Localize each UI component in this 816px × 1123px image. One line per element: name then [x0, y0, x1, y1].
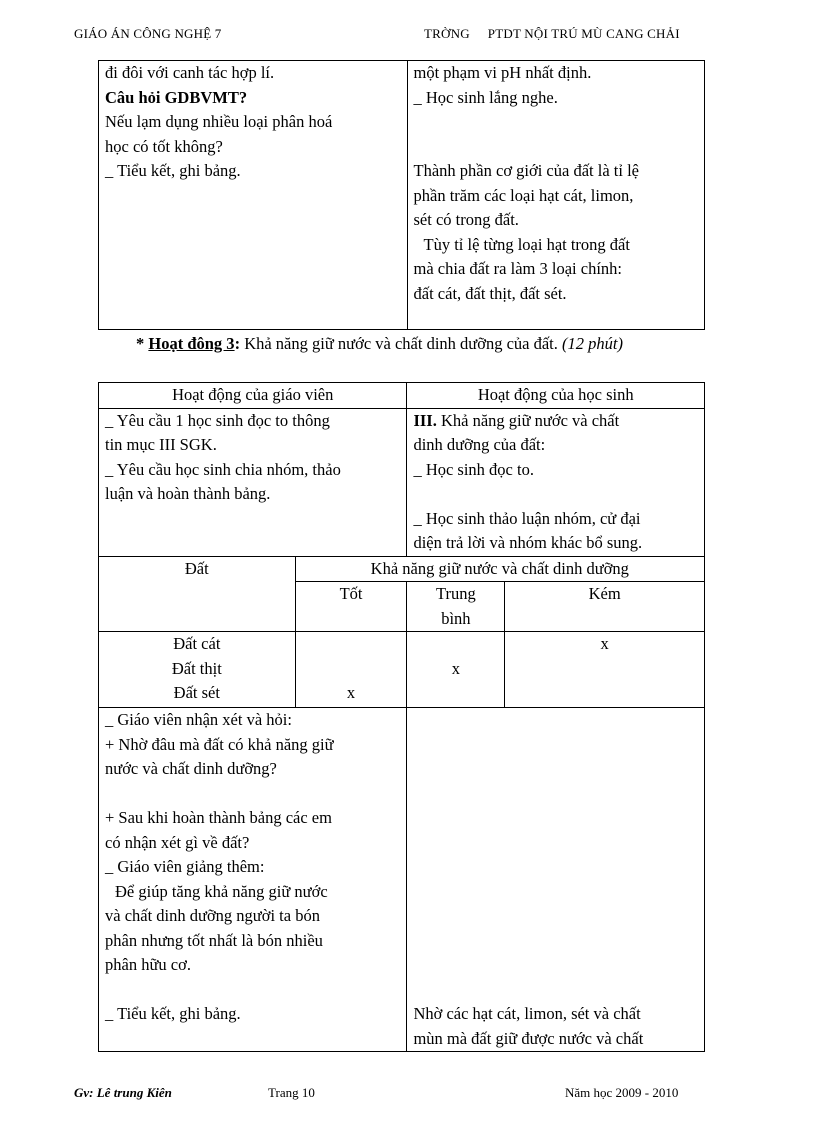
footer-school-year: Năm học 2009 - 2010 — [565, 1085, 679, 1100]
soil-header-cell: Đất — [99, 556, 296, 632]
text-line: _ Yêu cầu học sinh chia nhóm, thảo — [105, 459, 341, 479]
capacity-header-cell: Khả năng giữ nước và chất dinh dưỡng — [295, 556, 704, 582]
student-column-cell — [407, 708, 705, 1052]
text-line: _ Tiểu kết, ghi bảng. — [105, 1004, 241, 1023]
text-line: phân hữu cơ. — [105, 955, 191, 974]
average-marks-cell — [407, 632, 505, 708]
soil-loam: Đất thịt — [171, 658, 222, 678]
soil-sand: Đất cát — [173, 634, 221, 653]
good-header-cell: Tốt — [295, 582, 407, 632]
teacher-column-cell — [99, 408, 407, 556]
table-activity-2-continued — [98, 60, 705, 330]
text-line: _ Học sinh đọc to. — [413, 459, 534, 479]
teacher-column-cell — [99, 708, 407, 1052]
student-column-header: Hoạt động của học sinh — [407, 383, 705, 409]
text-line: phân nhưng tốt nhất là bón nhiều — [105, 930, 323, 950]
text-line: diện trả lời và nhóm khác bổ sung. — [413, 533, 643, 552]
header-school-a: TRỜNG — [424, 26, 470, 41]
average-header-cell — [407, 582, 505, 632]
mark-loam-average: x — [451, 658, 460, 678]
text-line: _ Học sinh thảo luận nhóm, cử đại — [413, 508, 641, 528]
text-line: _ Giáo viên nhận xét và hỏi: — [105, 710, 292, 729]
text-line: dinh dưỡng của đất: — [413, 435, 546, 454]
text-line: học có tốt không? — [105, 136, 223, 156]
text-line: _ Giáo viên giảng thêm: — [105, 857, 265, 876]
text-line: đi đôi với canh tác hợp lí. — [105, 63, 275, 82]
poor-marks-cell — [505, 632, 705, 708]
teacher-column-header: Hoạt động của giáo viên — [99, 383, 407, 409]
mark-sand-poor: x — [600, 634, 609, 653]
activity-3-heading: * Hoạt đông 3: Khả năng giữ nước và chất dinh dưỡng của đất. (12 phút) — [136, 334, 623, 353]
header-subject: GIÁO ÁN CÔNG NGHỆ 7 — [74, 26, 222, 41]
text-line: + Sau khi hoàn thành bảng các em — [105, 808, 332, 827]
text-line: _ Học sinh lắng nghe. — [413, 87, 558, 107]
footer-page-number: Trang 10 — [268, 1085, 315, 1100]
text-line: luận và hoàn thành bảng. — [105, 484, 271, 503]
footer-author: Gv: Lê trung Kiên — [74, 1085, 172, 1100]
text-line: Nếu lạm dụng nhiều loại phân hoá — [105, 112, 333, 131]
table-activity-3 — [98, 382, 705, 1052]
text-line: tin mục III SGK. — [105, 435, 217, 454]
soil-clay: Đất sét — [173, 683, 220, 702]
good-marks-cell — [295, 632, 407, 708]
header-school — [424, 26, 680, 42]
header-school-b: PTDT NỘI TRÚ MÙ CANG CHẢI — [487, 26, 680, 41]
text-line: Để giúp tăng khả năng giữ nước — [115, 881, 328, 901]
student-column-cell — [407, 408, 705, 556]
poor-header-cell: Kém — [505, 582, 705, 632]
text-line: có nhận xét gì về đất? — [105, 832, 250, 852]
soil-names-cell — [99, 632, 296, 708]
text-line: mùn mà đất giữ được nước và chất — [413, 1028, 644, 1048]
text-line: phần trăm các loại hạt cát, limon, — [413, 185, 634, 205]
text-line: đất cát, đất thịt, đất sét. — [413, 283, 567, 303]
text-line: _ Yêu cầu 1 học sinh đọc to thông — [105, 410, 330, 430]
text-line: Tùy tỉ lệ từng loại hạt trong đất — [423, 234, 630, 254]
text-line: một phạm vi pH nhất định. — [413, 63, 592, 82]
text-line: Thành phần cơ giới của đất là tỉ lệ — [413, 161, 639, 180]
average-header-line-2: bình — [441, 608, 471, 628]
student-column-cell — [407, 61, 704, 330]
text-line: và chất dinh dưỡng người ta bón — [105, 906, 320, 925]
text-line: nước và chất dinh dưỡng? — [105, 759, 277, 778]
text-line: sét có trong đất. — [413, 210, 519, 229]
text-line: mà chia đất ra làm 3 loại chính: — [413, 259, 622, 278]
gdbvmt-question-label: Câu hỏi GDBVMT? — [105, 87, 248, 107]
text-line: _ Tiểu kết, ghi bảng. — [105, 161, 241, 180]
section-heading: III. Khả năng giữ nước và chất — [413, 410, 620, 430]
average-header-line-1: Trung — [436, 584, 476, 603]
teacher-column-cell — [99, 61, 408, 330]
text-line: Nhờ các hạt cát, limon, sét và chất — [413, 1004, 641, 1023]
mark-clay-good: x — [346, 683, 356, 702]
text-line: + Nhờ đâu mà đất có khả năng giữ — [105, 734, 334, 754]
